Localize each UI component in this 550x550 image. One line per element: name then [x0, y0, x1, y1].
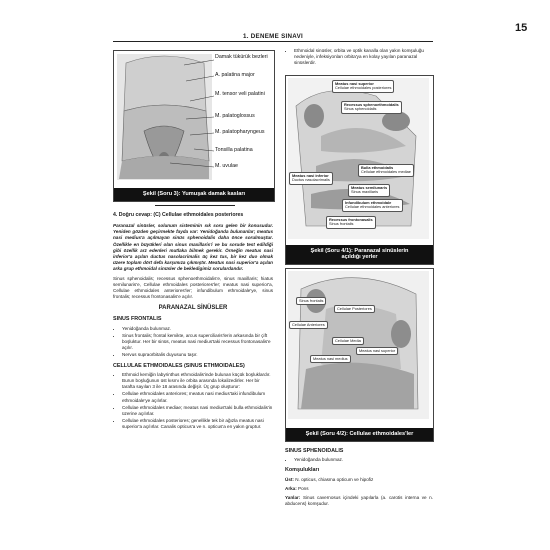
fig1-label-3: M. tensor veli palatini — [215, 91, 265, 97]
right-intro — [285, 48, 433, 68]
fig1-label-5: M. palatopharyngeus — [215, 129, 265, 135]
fig3-caption: Şekil (Soru 4/2): Cellulae ethmoidales'ler — [286, 428, 433, 441]
list-item: • Ethmoidal sinüsler, orbita ve optik kanalla olan yakın komşuluğu nedeniyle, infeksiyonları orbita'ya en kolay yayılan paranazal sinüslerdir. — [294, 48, 433, 67]
fig2-caption: Şekil (Soru 4/1): Paranazal sinüslerin açıldığı yerler — [286, 245, 433, 264]
fig1-label-2: A. palatina major — [215, 72, 255, 78]
fig3-label-6: Meatus nasi medius — [310, 355, 351, 363]
fig3-label-2: Cellulae Posteriores — [334, 305, 375, 313]
header-divider — [113, 41, 433, 42]
figure-paranasal-openings — [285, 75, 434, 265]
neighbors-title: Komşulukları — [285, 467, 320, 474]
fig2-label-7: Recessus frontonasalis Sinus frontalis — [326, 216, 376, 229]
paranasal-sinuses-title: PARANAZAL SİNÜSLER — [158, 305, 228, 312]
fig2-label-1: Meatus nasi superior Cellulae ethmoidales posteriores — [332, 80, 394, 93]
fig3-label-1: Sinus frontalis — [296, 297, 326, 305]
list-item: • Nervus supraorbitalis duyusunu taşır. — [122, 352, 273, 358]
fig1-label-4: M. palatoglossus — [215, 113, 255, 119]
fig1-caption: Şekil (Soru 3): Yumuşak damak kasları — [114, 188, 274, 201]
list-item: • Yenidoğanda bulunmaz. — [294, 457, 433, 463]
answer-4-paragraph-1: Paranazal sinüsler, solunum sisteminin sık soru gelen bir konusudur. Yeniden gözden geçirmekte fayda var: Yenidoğanda bulunanlar; meatus nasi medius'a açılmayan sinüs sphenoidalis daha önce sorulmuştur. Özellikle en büyükleri olan sinus maxillaris'i ve bu sorude test edildiği gibi özellik arz edenleri mutlaka bilmek gerekir. Örneğin meatus nasi inferior'a açılan ductus nasolacrimalis üç kez tus, bir kez duo olmak üzere toplam dört defa karşımıza çıkmıştır. Meatus nasi superior'a açılan arka grup ethmoidal sinüsler de bekledigimiz sorulardandır. — [113, 223, 273, 272]
list-item: • Ethmoid kemiğin labyrinthus ethmoidalis'inde bulunan küçük boşluklardır. Burun boşluğunun üst kısmı ile orbita arasında lokalizedirler. Her bir tarafta sayıları 3 ile 18 arasında değişir. Üç grup oluşturur: — [122, 372, 273, 391]
page-number: 15 — [515, 22, 528, 34]
fig2-label-6: Infundibulum ethmoidale Cellulae ethmoidales anteriores — [342, 199, 403, 212]
list-item: • Cellulae ethmoidales posteriores; genellikle tek bir ağızla meatus nasi superior'a açılırlar. Canalis opticus'a ve n. opticus'a en yakın gruptur. — [122, 418, 273, 430]
fig2-label-5: Meatus semilunaris Sinus maxillaris — [348, 184, 390, 197]
sinus-frontalis-list — [113, 326, 273, 359]
fig3-label-4: Cellulae Media — [332, 337, 364, 345]
right-column-bottom — [285, 444, 433, 511]
fig2-label-3: Bulla ethmoidalis Cellulae ethmoidales mediae — [358, 164, 414, 177]
answer-4-heading: 4. Doğru cevap: (C) Cellulae ethmoidales posteriores — [113, 212, 244, 218]
figure-cellulae-ethmoidales — [285, 268, 434, 442]
list-item: • Yenidoğanda bulunmaz. — [122, 326, 273, 332]
neighbor-row: Yanlar: Sinus cavernosus içindeki yapılarla (a. carotis interna ve n. abducens) komşudur. — [285, 495, 434, 507]
fig1-label-1: Damak tükürük bezleri — [215, 54, 268, 60]
sinus-frontalis-title: SINUS FRONTALIS — [113, 316, 162, 323]
answer-4-paragraph-2: Sinus sphenoidalis; recessus sphenoethmoidalis'e, sinus maxillaris; hiatus semilunaris'e, Cellulae ethmoidales posteriores'ler; meatus nasi superior'a, Cellulae ethmoidales anteriores'ler; infundibulum ethmoidale'ye, sinus frontalis; recessus frontonasalis'e açılır. — [113, 275, 273, 300]
fig1-label-7: M. uvulae — [215, 163, 238, 169]
list-item: • Sinus frontalis; frontal kemikte, arcus superciliaris'lerin arkasında bir çift boşluktur. Her bir sinüs, meatus nasi medius'taki recessus frontonasalis'e açılır. — [122, 333, 273, 352]
fig2-label-4: Meatus nasi inferior Ductus nasolacrimalis — [289, 172, 333, 185]
fig3-label-3: Cellulae Anteriores — [289, 321, 328, 329]
sinus-sphenoidalis-title: SINUS SPHENOIDALIS — [285, 448, 344, 454]
fig2-label-2: Recessus sphenoethmoidalis Sinus sphenoidalis — [341, 101, 402, 114]
answer-divider — [155, 205, 235, 206]
page-header-title: 1. DENEME SINAVI — [243, 33, 304, 40]
list-item: • Cellulae ethmoidales anteriores; meatus nasi medius'taki infundibulum ethmoidale'ye açılırlar. — [122, 391, 273, 403]
cellulae-ethmoidales-list — [113, 372, 273, 431]
fig3-label-5: Meatus nasi superior — [356, 347, 398, 355]
neighbor-row: Arka: Pons — [285, 485, 309, 491]
cellulae-ethmoidales-title: CELLULAE ETHMOIDALES (SINUS ETHMOIDALES) — [113, 362, 245, 369]
figure-soft-palate-muscles — [113, 50, 275, 202]
sinus-sphenoidalis-list — [285, 457, 433, 463]
left-column — [113, 212, 273, 434]
neighbor-row: Üst: N. opticus, chiasma opticum ve hipofiz — [285, 476, 374, 482]
fig1-label-6: Tonsilla palatina — [215, 147, 253, 153]
list-item: • Cellulae ethmoidales mediae; meatus nasi medius'taki bulla ethmoidalis'in üzerine açılırlar. — [122, 405, 273, 417]
